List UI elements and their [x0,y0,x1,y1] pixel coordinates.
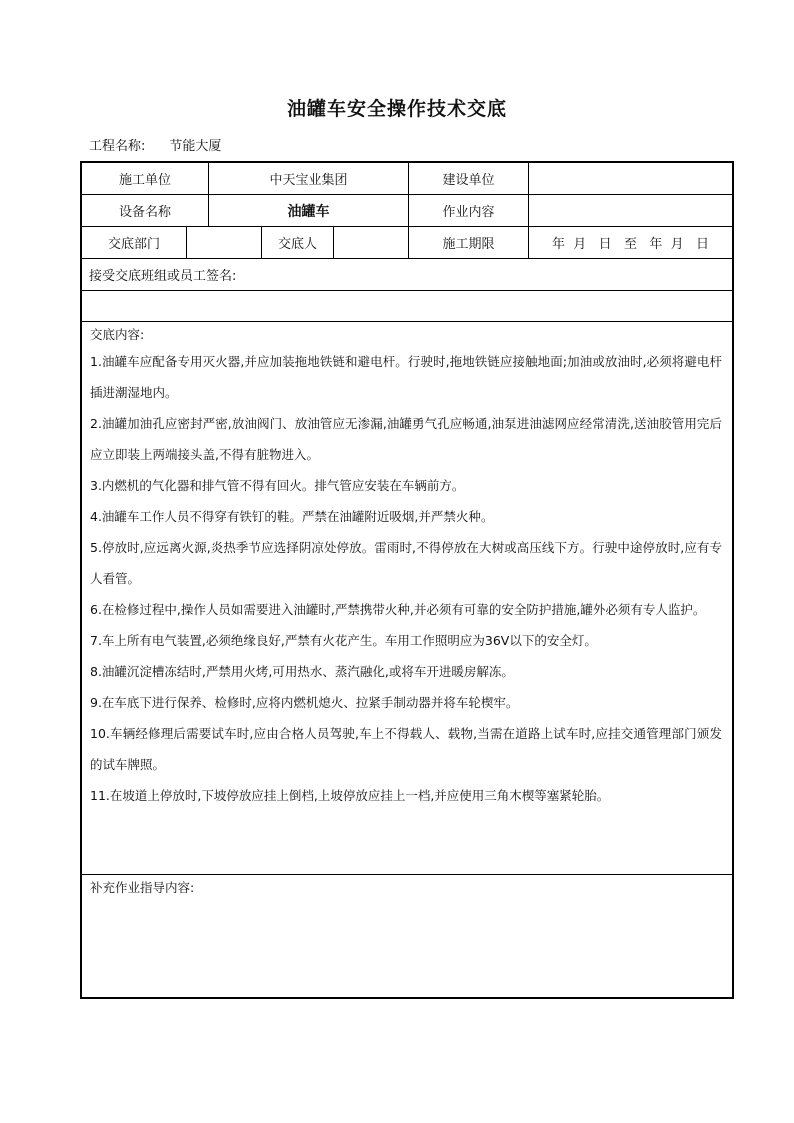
period-label: 施工期限 [409,227,529,258]
content-item: 7.车上所有电气装置,必须绝缘良好,严禁有火花产生。车用工作照明应为36V以下的安全灯。 [90,633,597,648]
supplement-label: 补充作业指导内容: [90,880,195,895]
sign-label: 接受交底班组或员工签名: [89,269,237,284]
content-item: 4.油罐车工作人员不得穿有铁钉的鞋。严禁在油罐附近吸烟,并严禁火种。 [90,509,494,524]
construction-unit-value[interactable]: 中天宝业集团 [209,163,409,194]
supplement-section[interactable] [82,875,732,997]
equipment-value[interactable]: 油罐车 [209,195,409,226]
content-item: 3.内燃机的气化器和排气管不得有回火。排气管应安装在车辆前方。 [90,478,465,493]
content-item: 5.停放时,应远离火源,炎热季节应选择阴凉处停放。雷雨时,不得停放在大树或高压线下方。行驶中途停放时,应有专人看管。 [90,540,722,586]
work-content-value[interactable] [529,195,732,226]
row-equipment [82,195,732,227]
builder-unit-value[interactable] [529,163,732,194]
handover-content [82,322,732,875]
content-item: 6.在检修过程中,操作人员如需要进入油罐时,严禁携带火种,并必须有可靠的安全防护措施,罐外必须有专人监护。 [90,602,706,617]
project-name: 节能大厦 [169,139,222,154]
content-item: 9.在车底下进行保养、检修时,应将内燃机熄火、拉紧手制动器并将车轮楔牢。 [90,695,519,710]
person-value[interactable] [334,227,409,258]
project-line [89,135,221,154]
sign-label-row [82,259,732,291]
content-heading: 交底内容: [90,327,145,342]
dept-label: 交底部门 [82,227,187,258]
row-handover [82,227,732,259]
content-item: 2.油罐加油孔应密封严密,放油阀门、放油管应无渗漏,油罐勇气孔应畅通,油泵进油滤网应经常清洗,送油胶管用完后应立即装上两端接头盖,不得有脏物进入。 [90,416,722,462]
work-content-label: 作业内容 [409,195,529,226]
row-units [82,163,732,195]
content-item: 8.油罐沉淀槽冻结时,严禁用火烤,可用热水、蒸汽融化,或将车开进暖房解冻。 [90,664,514,679]
content-item: 10.车辆经修理后需要试车时,应由合格人员驾驶,车上不得载人、载物,当需在道路上试车时,应挂交通管理部门颁发的试车牌照。 [90,726,722,772]
equipment-label: 设备名称 [82,195,209,226]
period-value[interactable]: 年 月 日 至 年 月 日 [551,237,710,252]
builder-unit-label: 建设单位 [409,163,529,194]
content-item: 1.油罐车应配备专用灭火器,并应加装拖地铁链和避电杆。行驶时,拖地铁链应接触地面;加油或放油时,必须将避电杆插进潮湿地内。 [90,354,722,400]
content-item: 11.在坡道上停放时,下坡停放应挂上倒档,上坡停放应挂上一档,并应使用三角木楔等塞紧轮胎。 [90,788,610,803]
project-label: 工程名称: [89,139,146,154]
sign-area[interactable] [82,291,732,322]
handover-form [80,161,734,999]
document-title: 油罐车安全操作技术交底 [286,98,507,120]
dept-value[interactable] [187,227,262,258]
construction-unit-label: 施工单位 [82,163,209,194]
person-label: 交底人 [262,227,334,258]
